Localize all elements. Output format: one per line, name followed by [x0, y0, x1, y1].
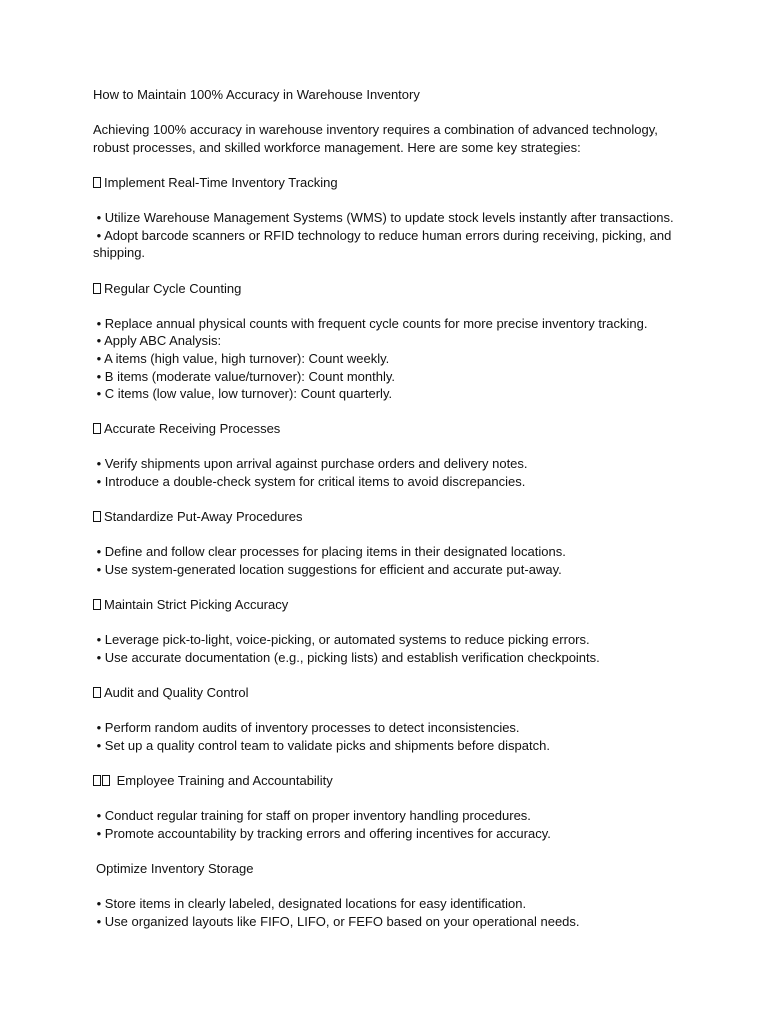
bullet-item: • B items (moderate value/turnover): Count monthly. — [93, 368, 396, 384]
section-heading-text: Regular Cycle Counting — [104, 280, 242, 296]
spacer — [93, 667, 683, 685]
bullet-item: • Verify shipments upon arrival against purchase orders and delivery notes. — [93, 456, 528, 472]
missing-glyph-icon — [93, 511, 101, 522]
bullet-item: • Apply ABC Analysis: — [93, 333, 222, 349]
spacer — [93, 755, 683, 773]
bullet-item: • Use system-generated location suggestions for efficient and accurate put-away. — [93, 562, 562, 578]
section-heading-text: Implement Real-Time Inventory Tracking — [104, 174, 338, 190]
section-heading-text: Optimize Inventory Storage — [96, 861, 254, 877]
intro-paragraph-line-1: Achieving 100% accuracy in warehouse inventory requires a combination of advanced technology, — [93, 122, 658, 138]
bullet-item: • Adopt barcode scanners or RFID technology to reduce human errors during receiving, picking, and — [93, 227, 672, 243]
section-heading-storage — [93, 860, 683, 878]
intro-paragraph-line-2: robust processes, and skilled workforce management. Here are some key strategies: — [93, 139, 581, 155]
spacer — [93, 438, 683, 456]
missing-glyph-icon — [102, 775, 110, 786]
section-heading-receiving — [93, 420, 683, 438]
section-heading-text: Employee Training and Accountability — [116, 773, 333, 789]
missing-glyph-icon — [93, 599, 101, 610]
spacer — [93, 526, 683, 544]
bullet-item: • C items (low value, low turnover): Count quarterly. — [93, 386, 393, 402]
spacer — [93, 491, 683, 509]
spacer — [93, 843, 683, 861]
spacer — [93, 297, 683, 315]
section-heading-audit — [93, 684, 683, 702]
spacer — [93, 579, 683, 597]
section-heading-real-time-tracking — [93, 174, 683, 192]
missing-glyph-icon — [93, 283, 101, 294]
bullet-item: • Use organized layouts like FIFO, LIFO, or FEFO based on your operational needs. — [93, 913, 580, 929]
bullet-item: • Promote accountability by tracking errors and offering incentives for accuracy. — [93, 825, 551, 841]
section-heading-text: Maintain Strict Picking Accuracy — [104, 597, 289, 613]
bullet-item: • Leverage pick-to-light, voice-picking, or automated systems to reduce picking errors. — [93, 632, 590, 648]
bullet-item: • Set up a quality control team to validate picks and shipments before dispatch. — [93, 737, 550, 753]
bullet-item: • Store items in clearly labeled, designated locations for easy identification. — [93, 896, 527, 912]
bullet-item: • Conduct regular training for staff on proper inventory handling procedures. — [93, 808, 531, 824]
spacer — [93, 702, 683, 720]
spacer — [93, 614, 683, 632]
bullet-item: • Use accurate documentation (e.g., picking lists) and establish verification checkpoints. — [93, 650, 600, 665]
spacer — [93, 262, 683, 280]
spacer — [93, 878, 683, 896]
missing-glyph-icon — [93, 687, 101, 698]
section-heading-text: Standardize Put-Away Procedures — [104, 509, 303, 525]
spacer — [93, 156, 683, 174]
bullet-item: • Utilize Warehouse Management Systems (WMS) to update stock levels instantly after transactions. — [93, 210, 674, 226]
document-page — [93, 86, 683, 931]
bullet-item: • Perform random audits of inventory processes to detect inconsistencies. — [93, 720, 520, 736]
missing-glyph-icon — [93, 775, 101, 786]
bullet-continuation: shipping. — [93, 245, 146, 261]
section-heading-cycle-counting — [93, 280, 683, 298]
document-title: How to Maintain 100% Accuracy in Warehouse Inventory — [93, 87, 420, 102]
spacer — [93, 403, 683, 421]
bullet-item: • Replace annual physical counts with frequent cycle counts for more precise inventory tracking. — [93, 315, 648, 331]
section-heading-picking — [93, 596, 683, 614]
section-heading-text: Audit and Quality Control — [104, 685, 249, 701]
bullet-item: • A items (high value, high turnover): Count weekly. — [93, 350, 390, 366]
section-heading-text: Accurate Receiving Processes — [104, 421, 281, 437]
section-heading-put-away — [93, 508, 683, 526]
missing-glyph-icon — [93, 423, 101, 434]
spacer — [93, 790, 683, 808]
spacer — [93, 104, 683, 122]
missing-glyph-icon — [93, 177, 101, 188]
section-heading-training — [93, 772, 683, 790]
spacer — [93, 192, 683, 210]
bullet-item: • Introduce a double-check system for critical items to avoid discrepancies. — [93, 474, 526, 490]
bullet-item: • Define and follow clear processes for placing items in their designated locations. — [93, 544, 566, 560]
